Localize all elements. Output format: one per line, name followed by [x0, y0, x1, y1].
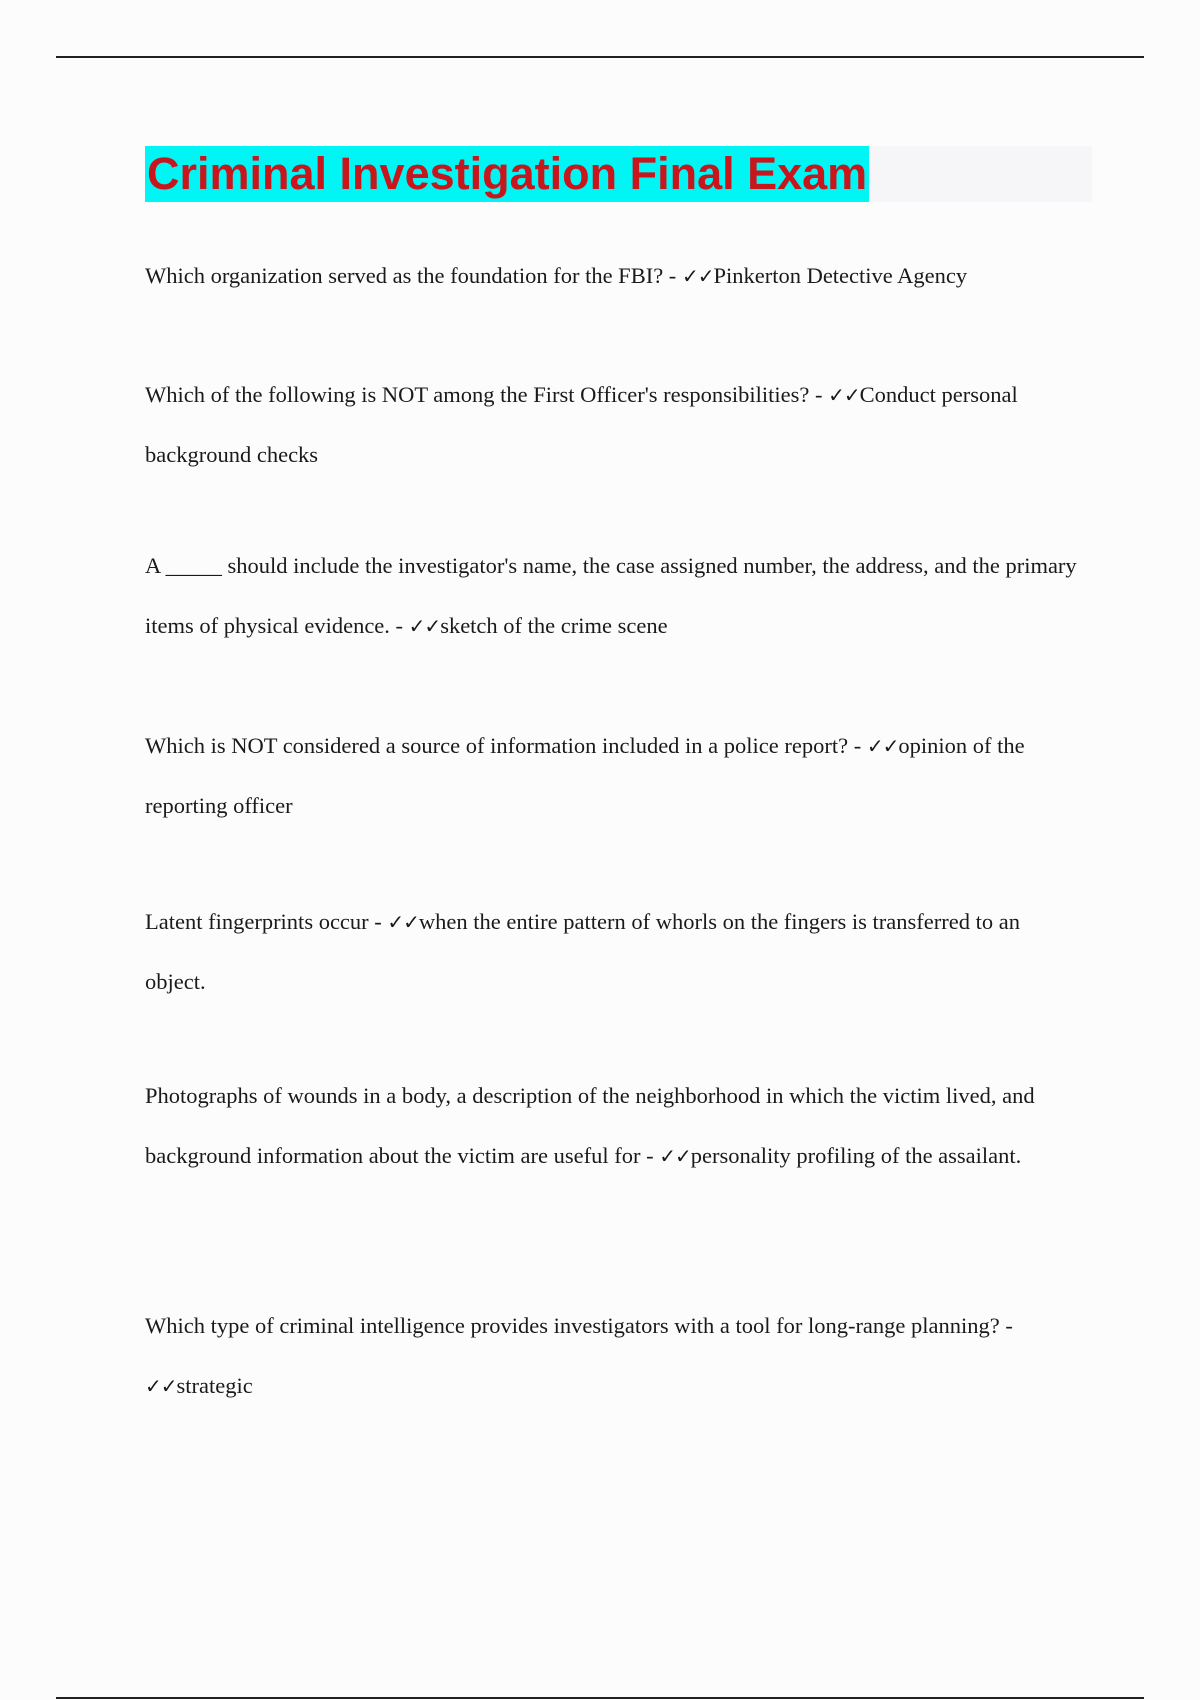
- qa-item-2: [145, 365, 1085, 485]
- bottom-rule: [56, 1697, 1144, 1699]
- answer-text: Conduct personal background checks: [145, 382, 1018, 467]
- answer-text: sketch of the crime scene: [440, 613, 668, 638]
- qa-item-7: [145, 1296, 1085, 1416]
- double-check-icon: ✓✓: [408, 614, 441, 638]
- answer-text: personality profiling of the assailant.: [690, 1143, 1022, 1168]
- question-text: Which of the following is NOT among the First Officer's responsibilities? -: [145, 382, 829, 407]
- double-check-icon: ✓✓: [659, 1144, 691, 1168]
- question-text: Which is NOT considered a source of information included in a police report? -: [145, 733, 867, 758]
- answer-text: strategic: [176, 1373, 253, 1398]
- double-check-icon: ✓✓: [681, 264, 714, 288]
- question-text: A _____ should include the investigator's name, the case assigned number, the address, and the primary items of physical evidence. -: [145, 553, 1077, 638]
- question-text: Photographs of wounds in a body, a description of the neighborhood in which the victim lived, and background information about the victim are useful for -: [145, 1083, 1035, 1168]
- qa-item-4: [145, 716, 1085, 836]
- double-check-icon: ✓✓: [828, 383, 860, 407]
- qa-item-3: [145, 536, 1085, 656]
- double-check-icon: ✓✓: [145, 1374, 177, 1398]
- qa-item-5: [145, 892, 1085, 1012]
- qa-item-1: [145, 246, 1085, 306]
- qa-item-6: [145, 1066, 1085, 1186]
- double-check-icon: ✓✓: [387, 910, 419, 934]
- top-rule: [56, 56, 1144, 58]
- answer-text: opinion of the reporting officer: [145, 733, 1025, 818]
- document-title: Criminal Investigation Final Exam: [145, 146, 869, 202]
- answer-text: when the entire pattern of whorls on the fingers is transferred to an object.: [145, 909, 1020, 994]
- question-text: Which organization served as the foundation for the FBI? -: [145, 263, 682, 288]
- question-text: Latent fingerprints occur -: [145, 909, 388, 934]
- double-check-icon: ✓✓: [866, 734, 899, 758]
- answer-text: Pinkerton Detective Agency: [713, 263, 968, 288]
- question-text: Which type of criminal intelligence provides investigators with a tool for long-range planning? -: [145, 1313, 1013, 1338]
